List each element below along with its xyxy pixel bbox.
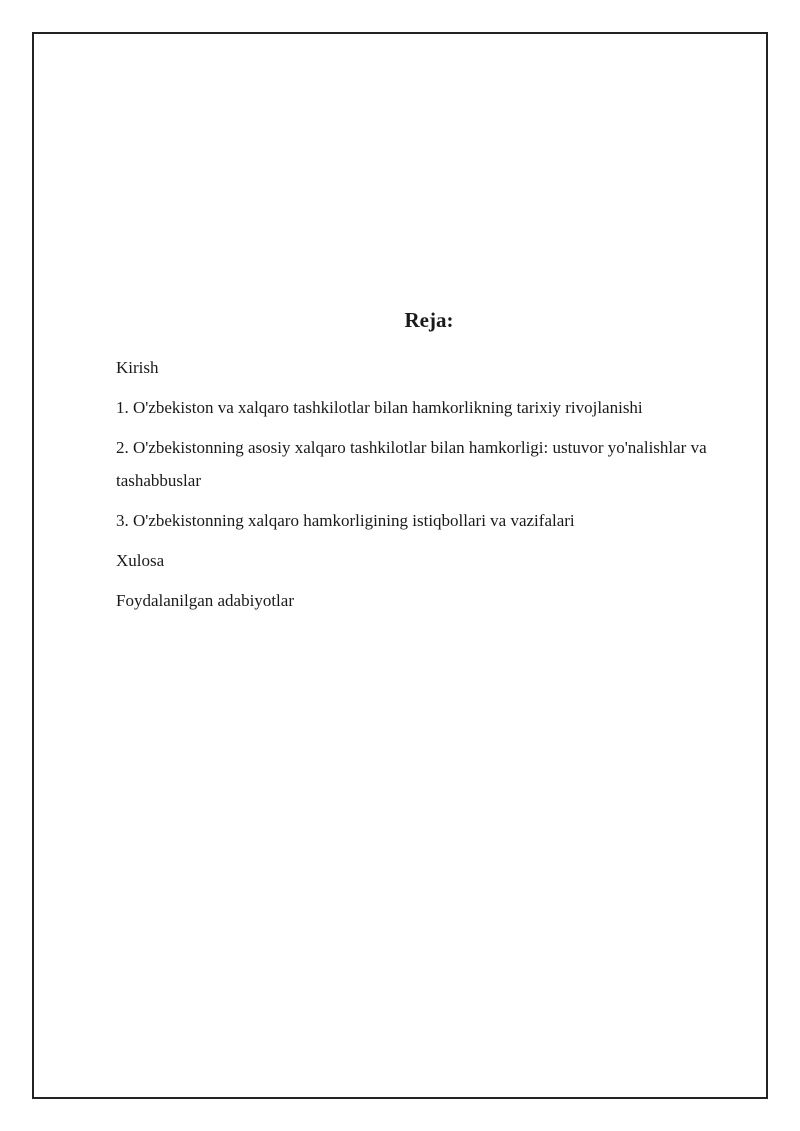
toc-item-introduction: Kirish [116,358,159,377]
toc-item-chapter-1: 1. O'zbekiston va xalqaro tashkilotlar bilan hamkorlikning tarixiy rivojlanishi [116,398,643,417]
toc-item-references: Foydalanilgan adabiyotlar [116,591,294,610]
table-of-contents [116,351,716,624]
page-title: Reja: [404,308,454,332]
page-border [32,32,768,1099]
toc-item-conclusion: Xulosa [116,551,165,570]
toc-item-chapter-2: 2. O'zbekistonning asosiy xalqaro tashkilotlar bilan hamkorligi: ustuvor yo'nalishlar va tashabbuslar [116,438,707,490]
toc-item-chapter-3: 3. O'zbekistonning xalqaro hamkorligining istiqbollari va vazifalari [116,511,575,530]
